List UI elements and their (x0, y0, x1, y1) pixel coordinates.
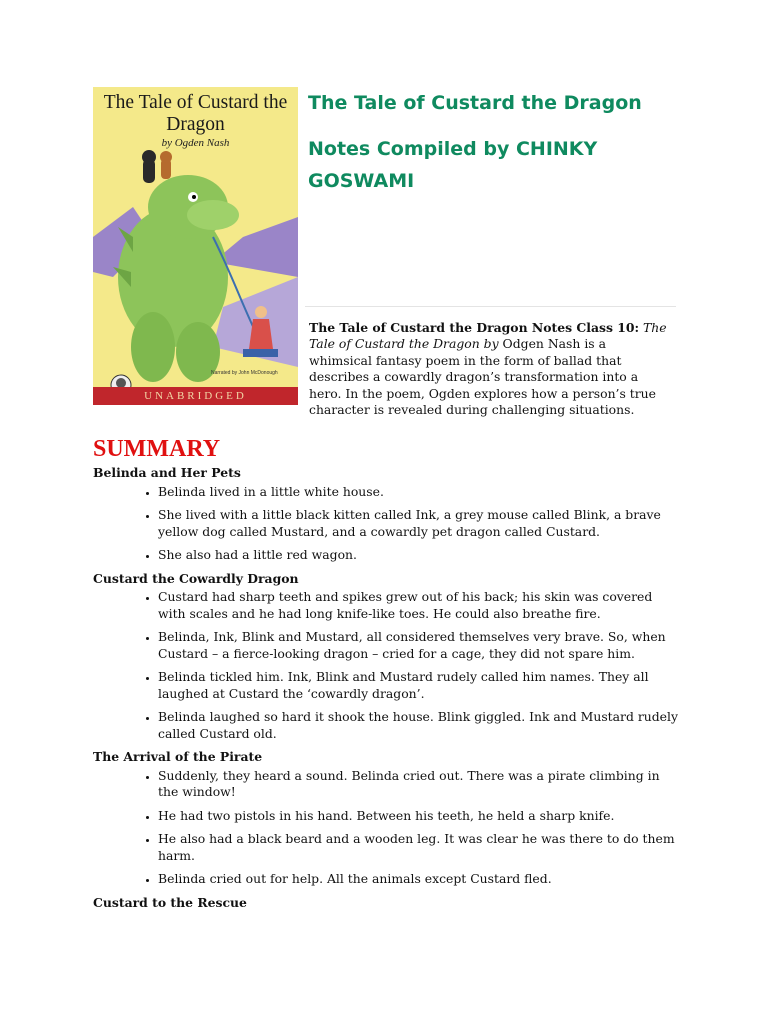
bullet-list (93, 484, 683, 564)
list-item: • Belinda tickled him. Ink, Blink and Mustard rudely called him names. They all laughed at Custard the ‘cowardly dragon’. (158, 669, 683, 702)
intro-body: Odgen Nash is a whimsical fantasy poem in the form of ballad that describes a cowardly dragon’s transformation into a hero. In the poem, Ogden explores how a person’s true character is revealed during challenging situations. (309, 336, 656, 418)
bullet-list (93, 768, 683, 888)
list-item: • Belinda laughed so hard it shook the house. Blink giggled. Ink and Mustard rudely called Custard old. (158, 709, 683, 742)
divider (305, 306, 676, 307)
section-heading: Custard the Cowardly Dragon (93, 570, 299, 586)
cover-title: The Tale of Custard the Dragon (103, 92, 288, 135)
cover-author: by Ogden Nash (161, 137, 230, 149)
page-title: The Tale of Custard the Dragon (308, 92, 642, 114)
cover-edition-band: UNABRIDGED (93, 387, 298, 405)
list-item: • She lived with a little black kitten called Ink, a grey mouse called Blink, a brave yellow dog called Mustard, and a cowardly pet dragon called Custard. (158, 507, 683, 540)
list-item: • Belinda cried out for help. All the animals except Custard fled. (158, 871, 683, 888)
section-heading: The Arrival of the Pirate (93, 749, 263, 764)
summary-content (93, 465, 683, 913)
list-item: • Suddenly, they heard a sound. Belinda cried out. There was a pirate climbing in the window! (158, 768, 683, 801)
cover-narrator: Narrated by John McDonough (211, 370, 278, 376)
intro-italic: The Tale of Custard the Dragon by (309, 320, 667, 352)
subtitle-line-2: GOSWAMI (308, 170, 415, 192)
summary-heading: SUMMARY (93, 436, 221, 462)
intro-paragraph (309, 320, 669, 418)
bullet-list (93, 589, 683, 742)
list-item: • He also had a black beard and a wooden leg. It was clear he was there to do them harm. (158, 831, 683, 864)
section-heading: Custard to the Rescue (93, 894, 247, 910)
list-item: • Custard had sharp teeth and spikes grew out of his back; his skin was covered with scales and he had long knife-like toes. He could also breathe fire. (158, 589, 683, 622)
intro-lead: The Tale of Custard the Dragon Notes Class 10: (309, 320, 640, 335)
book-cover-image (93, 87, 298, 405)
list-item: • Belinda, Ink, Blink and Mustard, all considered themselves very brave. So, when Custard – a fierce-looking dragon – cried for a cage, they did not spare him. (158, 629, 683, 662)
section-heading: Belinda and Her Pets (93, 465, 241, 480)
subtitle-line-1: Notes Compiled by CHINKY (308, 138, 598, 160)
list-item: • Belinda lived in a little white house. (158, 484, 683, 501)
list-item: • He had two pistols in his hand. Between his teeth, he held a sharp knife. (158, 808, 683, 825)
list-item: • She also had a little red wagon. (158, 547, 683, 564)
